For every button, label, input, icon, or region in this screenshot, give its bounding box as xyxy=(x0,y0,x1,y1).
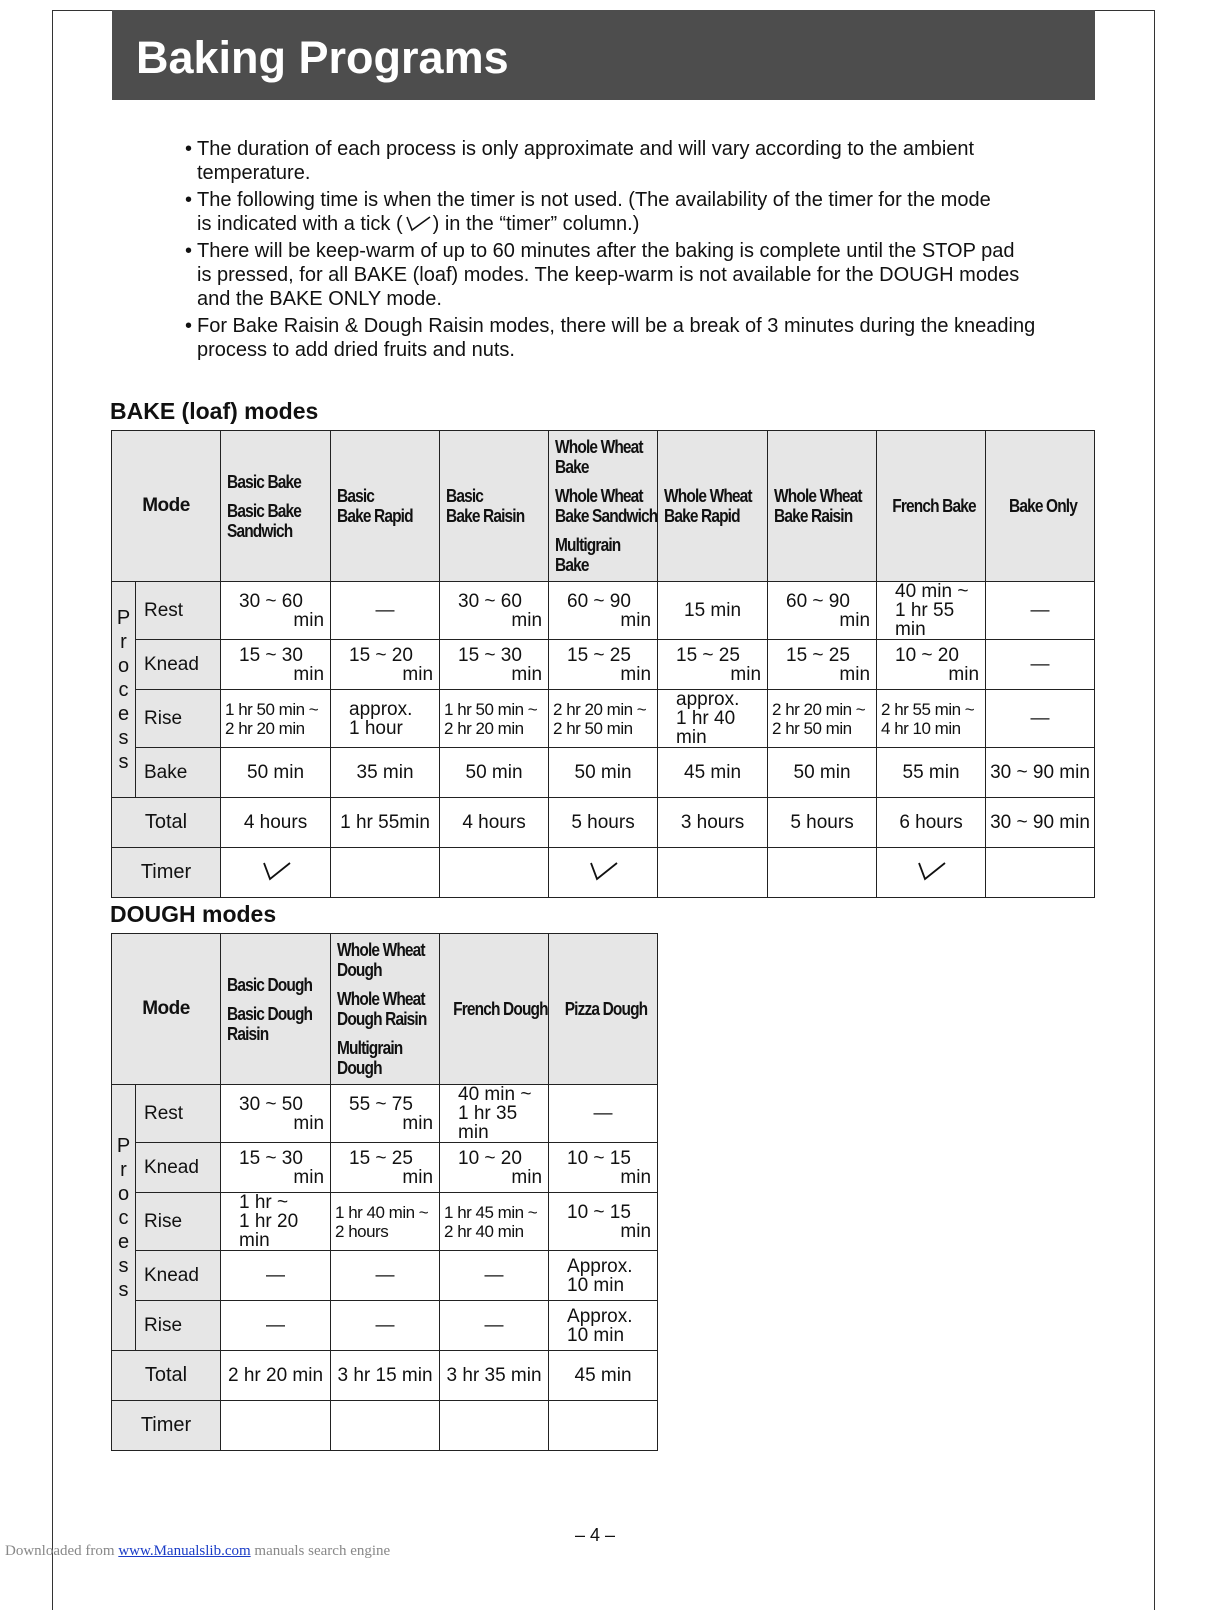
row-label-rest: Rest xyxy=(136,582,221,640)
cell-line: 15 ~ 30 xyxy=(239,1147,303,1169)
process-letter: c xyxy=(118,678,129,701)
table-cell xyxy=(221,1143,331,1193)
cell-line: 1 hr 40 min xyxy=(676,708,736,748)
spacer xyxy=(227,492,330,501)
table-cell: 50 min xyxy=(549,748,658,798)
spacer xyxy=(555,477,657,486)
table-row xyxy=(112,1251,658,1301)
note-text-part: is indicated with a tick ( xyxy=(197,213,403,235)
cell-line: 15 ~ 20 xyxy=(349,644,413,666)
total-cell: 45 min xyxy=(549,1351,658,1401)
process-label-column xyxy=(112,582,136,798)
cell-line: min xyxy=(620,1166,652,1188)
cell-line: min xyxy=(402,1112,434,1134)
table-cell: — xyxy=(440,1301,549,1351)
cell-line: min xyxy=(511,1166,543,1188)
cell-line: 10 min xyxy=(567,1274,625,1296)
table-cell xyxy=(877,640,986,690)
cell-line: min xyxy=(620,663,652,685)
note-text: temperature. xyxy=(197,162,311,184)
timer-row xyxy=(112,848,1095,898)
mode-name: Bake Only xyxy=(1009,496,1077,516)
cell-line: min xyxy=(293,609,325,631)
mode-name: Whole Wheat xyxy=(555,437,643,457)
tick-icon xyxy=(403,214,433,232)
bullet: • xyxy=(185,315,193,337)
timer-cell xyxy=(877,848,986,898)
cell-line: 10 ~ 15 xyxy=(567,1201,631,1223)
mode-column-header xyxy=(440,431,549,582)
mode-name: Multigrain xyxy=(337,1038,403,1058)
table-cell: — xyxy=(440,1251,549,1301)
table-row xyxy=(112,640,1095,690)
cell-line: 2 hr 40 min xyxy=(444,1221,524,1241)
cell-line: Approx. xyxy=(567,1305,633,1327)
table-cell xyxy=(440,690,549,748)
cell-line: Approx. xyxy=(567,1255,633,1277)
table-row xyxy=(112,1301,658,1351)
mode-name: Bake Rapid xyxy=(337,506,413,526)
table-cell xyxy=(440,1193,549,1251)
mode-name: Whole Wheat xyxy=(774,486,862,506)
cell-line: 1 hr 35 min xyxy=(458,1103,518,1143)
table-cell xyxy=(549,640,658,690)
mode-name: Basic Bake xyxy=(227,471,302,492)
table-cell xyxy=(440,1085,549,1143)
row-label-rise: Rise xyxy=(136,1193,221,1251)
cell-line: min xyxy=(293,663,325,685)
mode-column-header xyxy=(221,934,331,1085)
cell-line: 15 ~ 25 xyxy=(676,644,740,666)
mode-name: Bake Rapid xyxy=(664,506,740,526)
mode-header-cell: Mode xyxy=(112,934,221,1085)
title-banner xyxy=(112,10,1095,100)
table-cell: — xyxy=(221,1251,331,1301)
process-letter: c xyxy=(118,1206,129,1229)
cell-line: min xyxy=(511,609,543,631)
total-label: Total xyxy=(112,798,221,848)
cell-line: 2 hr 20 min xyxy=(444,718,524,738)
note-text xyxy=(197,212,1100,236)
cell-line: 2 hr 20 min ~ xyxy=(772,699,866,719)
cell-line: min xyxy=(511,663,543,685)
process-letter: o xyxy=(117,1182,130,1205)
table-cell: 15 min xyxy=(658,582,768,640)
note-text: For Bake Raisin & Dough Raisin modes, there will be a break of 3 minutes during the kneading xyxy=(197,315,1036,337)
download-footer xyxy=(5,1543,390,1560)
cell-line: 1 hour xyxy=(349,717,403,739)
mode-name: Bake Raisin xyxy=(446,506,525,526)
table-cell: 50 min xyxy=(440,748,549,798)
bake-section-title: BAKE (loaf) modes xyxy=(110,398,319,424)
dough-modes-table xyxy=(111,933,658,1451)
cell-line: min xyxy=(839,663,871,685)
row-label-rise2: Rise xyxy=(136,1301,221,1351)
process-letter: o xyxy=(117,654,130,677)
table-header-row xyxy=(112,431,1095,582)
timer-cell xyxy=(440,848,549,898)
timer-label: Timer xyxy=(112,848,221,898)
cell-line: 15 ~ 25 xyxy=(567,644,631,666)
cell-line: 4 hr 10 min xyxy=(881,718,961,738)
cell-line: min xyxy=(293,1166,325,1188)
mode-name: Pizza Dough xyxy=(564,999,648,1019)
mode-name: Bake xyxy=(555,457,589,477)
timer-cell xyxy=(658,848,768,898)
total-cell: 4 hours xyxy=(221,798,331,848)
table-cell xyxy=(549,1143,658,1193)
timer-cell xyxy=(986,848,1095,898)
table-cell xyxy=(877,582,986,640)
cell-line: 15 ~ 30 xyxy=(458,644,522,666)
cell-line: 2 hr 20 min ~ xyxy=(553,699,647,719)
row-label-bake: Bake xyxy=(136,748,221,798)
cell-line: 15 ~ 25 xyxy=(349,1147,413,1169)
table-cell xyxy=(331,1143,440,1193)
table-cell: 55 min xyxy=(877,748,986,798)
total-cell: 3 hours xyxy=(658,798,768,848)
bake-modes-table xyxy=(111,430,1095,898)
dough-section-title: DOUGH modes xyxy=(110,901,277,927)
mode-column-header xyxy=(877,431,986,582)
table-cell xyxy=(549,582,658,640)
table-cell: — xyxy=(549,1085,658,1143)
cell-line: min xyxy=(948,663,980,685)
table-cell xyxy=(658,640,768,690)
total-cell: 3 hr 15 min xyxy=(331,1351,440,1401)
note-text: The duration of each process is only approximate and will vary according to the ambient xyxy=(197,138,975,160)
table-cell: 50 min xyxy=(221,748,331,798)
notes-list xyxy=(185,137,1100,365)
total-cell: 6 hours xyxy=(877,798,986,848)
cell-line: 1 hr 20 min xyxy=(239,1211,299,1251)
cell-line: 15 ~ 25 xyxy=(786,644,850,666)
footer-prefix: Downloaded from xyxy=(5,1543,119,1559)
cell-line: 40 min ~ xyxy=(895,581,969,602)
table-cell: — xyxy=(986,690,1095,748)
table-cell xyxy=(658,690,768,748)
process-letter: e xyxy=(117,1230,130,1253)
mode-column-header xyxy=(331,934,440,1085)
cell-line: 60 ~ 90 xyxy=(786,590,850,612)
cell-line: 60 ~ 90 xyxy=(567,590,631,612)
table-cell xyxy=(221,582,331,640)
table-cell: — xyxy=(331,1251,440,1301)
tick-icon xyxy=(586,859,620,881)
cell-line: 1 hr ~ xyxy=(239,1192,289,1213)
total-cell: 1 hr 55min xyxy=(331,798,440,848)
total-cell: 4 hours xyxy=(440,798,549,848)
note-text-part: ) in the “timer” column.) xyxy=(432,213,640,235)
total-row xyxy=(112,1351,658,1401)
table-cell: 35 min xyxy=(331,748,440,798)
mode-column-header xyxy=(221,431,331,582)
process-letter: P xyxy=(116,606,131,629)
table-cell xyxy=(440,1143,549,1193)
table-cell: — xyxy=(331,1301,440,1351)
table-cell xyxy=(221,640,331,690)
process-letter: s xyxy=(118,1254,129,1277)
cell-line: 1 hr 50 min ~ xyxy=(225,699,319,719)
cell-line: approx. xyxy=(676,689,740,710)
table-row xyxy=(112,1085,658,1143)
cell-line: min xyxy=(293,1112,325,1134)
table-row xyxy=(112,690,1095,748)
total-cell: 30 ~ 90 min xyxy=(986,798,1095,848)
cell-line: 55 ~ 75 xyxy=(349,1093,413,1115)
total-cell: 2 hr 20 min xyxy=(221,1351,331,1401)
table-cell: — xyxy=(986,582,1095,640)
cell-line: 1 hr 55 min xyxy=(895,600,955,640)
mode-name: Dough xyxy=(337,960,382,980)
manualslib-link[interactable]: www.Manualslib.com xyxy=(118,1543,251,1559)
cell-line: min xyxy=(620,1220,652,1242)
table-cell: — xyxy=(986,640,1095,690)
mode-name: Dough xyxy=(337,1058,382,1078)
mode-name: Whole Wheat xyxy=(664,486,752,506)
bullet: • xyxy=(185,138,193,160)
table-cell xyxy=(221,1193,331,1251)
table-row xyxy=(112,1143,658,1193)
table-row xyxy=(112,748,1095,798)
mode-name: Multigrain xyxy=(555,535,621,555)
table-cell xyxy=(440,582,549,640)
process-label-column xyxy=(112,1085,136,1351)
timer-cell xyxy=(549,848,658,898)
table-cell xyxy=(331,690,440,748)
process-letter: s xyxy=(118,750,129,773)
total-label: Total xyxy=(112,1351,221,1401)
cell-line: 1 hr 45 min ~ xyxy=(444,1202,538,1222)
cell-line: 1 hr 40 min ~ xyxy=(335,1202,429,1222)
cell-line: 1 hr 50 min ~ xyxy=(444,699,538,719)
table-cell xyxy=(331,640,440,690)
cell-line: 2 hr 50 min xyxy=(553,718,633,738)
mode-name: Basic Dough xyxy=(227,974,313,995)
note-item xyxy=(185,239,1100,311)
row-label-knead: Knead xyxy=(136,640,221,690)
cell-line: min xyxy=(620,609,652,631)
table-cell xyxy=(549,1251,658,1301)
note-item xyxy=(185,137,1100,185)
total-cell: 3 hr 35 min xyxy=(440,1351,549,1401)
timer-cell xyxy=(768,848,877,898)
table-cell xyxy=(768,690,877,748)
table-row xyxy=(112,1193,658,1251)
table-cell xyxy=(331,1193,440,1251)
cell-line: 30 ~ 60 xyxy=(458,590,522,612)
cell-line: 30 ~ 60 xyxy=(239,590,303,612)
spacer xyxy=(337,1029,439,1038)
process-letter: s xyxy=(118,726,129,749)
table-cell: — xyxy=(331,582,440,640)
cell-line: approx. xyxy=(349,698,413,720)
table-cell: 45 min xyxy=(658,748,768,798)
timer-cell xyxy=(331,1401,440,1451)
mode-name: Whole Wheat xyxy=(337,940,425,960)
footer-suffix: manuals search engine xyxy=(250,1543,391,1559)
bullet: • xyxy=(185,240,193,262)
table-cell xyxy=(768,582,877,640)
cell-line: 10 min xyxy=(567,1324,625,1346)
mode-name: Sandwich xyxy=(227,520,293,541)
cell-line: 2 hr 50 min xyxy=(772,718,852,738)
mode-column-header xyxy=(331,431,440,582)
timer-cell xyxy=(440,1401,549,1451)
cell-line: min xyxy=(402,1166,434,1188)
cell-line: min xyxy=(839,609,871,631)
timer-cell xyxy=(221,848,331,898)
table-cell xyxy=(331,1085,440,1143)
mode-name: Bake xyxy=(555,555,589,575)
mode-name: Basic Dough xyxy=(227,1003,313,1024)
cell-line: 2 hr 55 min ~ xyxy=(881,699,975,719)
mode-name: French Dough xyxy=(453,999,548,1019)
timer-label: Timer xyxy=(112,1401,221,1451)
total-cell: 5 hours xyxy=(768,798,877,848)
total-cell: 5 hours xyxy=(549,798,658,848)
mode-name: Basic xyxy=(446,486,484,506)
table-cell xyxy=(221,1085,331,1143)
process-letter: r xyxy=(120,1158,127,1181)
mode-name: French Bake xyxy=(892,496,976,516)
note-text: and the BAKE ONLY mode. xyxy=(197,288,442,310)
mode-name: Dough Raisin xyxy=(337,1009,427,1029)
mode-name: Whole Wheat xyxy=(337,989,425,1009)
note-item xyxy=(185,314,1100,362)
spacer xyxy=(337,980,439,989)
bullet: • xyxy=(185,189,193,211)
spacer xyxy=(555,526,657,535)
tick-icon xyxy=(259,859,293,881)
note-text: There will be keep-warm of up to 60 minutes after the baking is complete until the STOP pad xyxy=(197,240,1015,262)
timer-cell xyxy=(549,1401,658,1451)
table-cell xyxy=(221,690,331,748)
mode-name: Raisin xyxy=(227,1023,269,1044)
spacer xyxy=(227,995,330,1004)
table-cell xyxy=(549,690,658,748)
timer-row xyxy=(112,1401,658,1451)
table-cell: 50 min xyxy=(768,748,877,798)
mode-name: Bake Raisin xyxy=(774,506,853,526)
mode-name: Basic xyxy=(337,486,375,506)
total-row xyxy=(112,798,1095,848)
mode-column-header xyxy=(986,431,1095,582)
cell-line: 15 ~ 30 xyxy=(239,644,303,666)
mode-header-cell: Mode xyxy=(112,431,221,582)
cell-line: 2 hr 20 min xyxy=(225,718,305,738)
mode-column-header xyxy=(768,431,877,582)
note-text: process to add dried fruits and nuts. xyxy=(197,339,515,361)
table-cell: — xyxy=(221,1301,331,1351)
row-label-knead2: Knead xyxy=(136,1251,221,1301)
mode-column-header xyxy=(549,431,658,582)
note-item xyxy=(185,188,1100,236)
mode-name: Bake Sandwich xyxy=(555,506,658,526)
process-letter: P xyxy=(116,1134,131,1157)
table-cell xyxy=(768,640,877,690)
mode-column-header xyxy=(658,431,768,582)
process-letter: s xyxy=(118,1278,129,1301)
cell-line: min xyxy=(402,663,434,685)
row-label-rest: Rest xyxy=(136,1085,221,1143)
process-letter: e xyxy=(117,702,130,725)
timer-cell xyxy=(331,848,440,898)
mode-name: Basic Bake xyxy=(227,500,302,521)
mode-name: Whole Wheat xyxy=(555,486,643,506)
page-title: Baking Programs xyxy=(136,32,509,83)
table-cell xyxy=(549,1301,658,1351)
tick-icon xyxy=(914,859,948,881)
mode-column-header xyxy=(549,934,658,1085)
row-label-knead: Knead xyxy=(136,1143,221,1193)
table-header-row xyxy=(112,934,658,1085)
row-label-rise: Rise xyxy=(136,690,221,748)
process-letter: r xyxy=(120,630,127,653)
table-row xyxy=(112,582,1095,640)
table-cell xyxy=(877,690,986,748)
page-number: – 4 – xyxy=(575,1525,616,1545)
cell-line: min xyxy=(730,663,762,685)
mode-column-header xyxy=(440,934,549,1085)
cell-line: 10 ~ 20 xyxy=(458,1147,522,1169)
note-text: is pressed, for all BAKE (loaf) modes. The keep-warm is not available for the DOUGH modes xyxy=(197,264,1020,286)
cell-line: 2 hours xyxy=(335,1221,389,1241)
cell-line: 30 ~ 50 xyxy=(239,1093,303,1115)
timer-cell xyxy=(221,1401,331,1451)
cell-line: 40 min ~ xyxy=(458,1084,532,1105)
table-cell xyxy=(440,640,549,690)
cell-line: 10 ~ 15 xyxy=(567,1147,631,1169)
table-cell: 30 ~ 90 min xyxy=(986,748,1095,798)
cell-line: 10 ~ 20 xyxy=(895,644,959,666)
table-cell xyxy=(549,1193,658,1251)
note-text: The following time is when the timer is not used. (The availability of the timer for the mode xyxy=(197,189,991,211)
